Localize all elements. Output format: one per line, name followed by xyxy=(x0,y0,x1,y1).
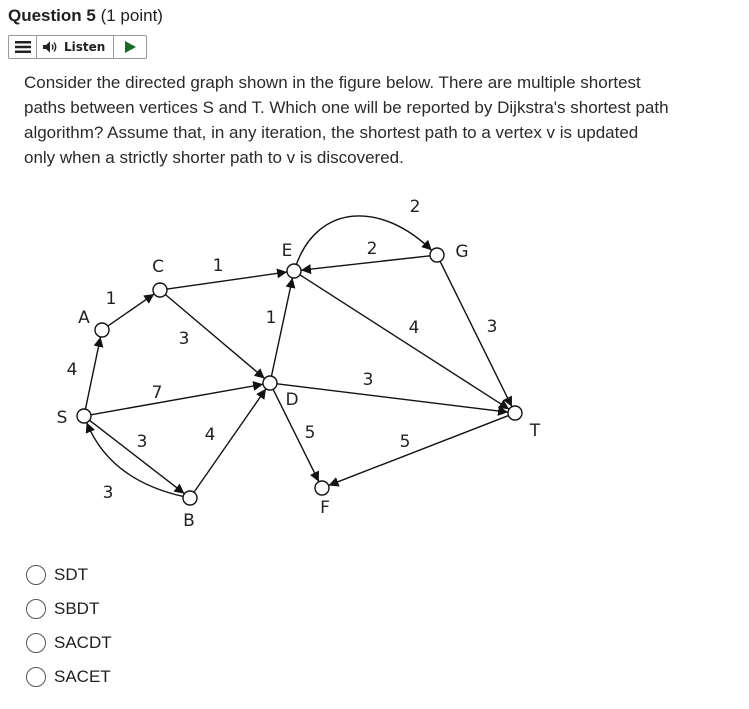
option-sacet[interactable] xyxy=(26,660,112,694)
graph-figure xyxy=(0,190,749,540)
speaker-icon xyxy=(43,41,59,53)
edge-t-f xyxy=(329,416,509,486)
answer-options xyxy=(26,558,112,694)
edge-weight-g-t: 3 xyxy=(486,317,498,337)
edge-weight-e-t: 4 xyxy=(408,318,420,338)
edge-s-d xyxy=(91,384,263,415)
vertex-label-a: A xyxy=(78,308,90,328)
question-text: Consider the directed graph shown in the figure below. There are multiple shortest paths between vertices S and T. Which one will be reported by Dijkstra's shortest path algorithm? Assume that, in any iteration, the shortest path to a vertex v is updated only when a strictly shorter path to v is discovered. xyxy=(24,73,669,167)
edge-e-t xyxy=(300,275,509,409)
edge-weight-c-d: 3 xyxy=(178,329,190,349)
vertex-g xyxy=(430,248,444,262)
edge-b-s xyxy=(87,422,184,496)
vertex-label-e: E xyxy=(281,241,293,261)
edge-weight-e-g: 2 xyxy=(366,239,378,259)
edge-weight-c-e: 1 xyxy=(212,256,224,276)
vertex-label-s: S xyxy=(56,408,68,428)
vertex-label-f: F xyxy=(320,498,330,518)
option-label: SACET xyxy=(54,667,111,686)
radio-button[interactable] xyxy=(26,633,46,653)
edge-weight-s-b: 3 xyxy=(136,432,148,452)
option-sacdt[interactable] xyxy=(26,626,112,660)
edge-g-t xyxy=(440,261,512,406)
edge-weight-b-s: 3 xyxy=(102,483,114,503)
edge-weight-s-d: 7 xyxy=(151,383,163,403)
edge-e-g xyxy=(296,216,431,265)
radio-button[interactable] xyxy=(26,667,46,687)
vertex-s xyxy=(77,409,91,423)
listen-label: Listen xyxy=(64,40,106,54)
edge-weight-b-d: 4 xyxy=(204,425,216,445)
edge-g-e xyxy=(301,256,430,270)
radio-button[interactable] xyxy=(26,565,46,585)
vertex-label-b: B xyxy=(183,511,195,531)
vertex-label-g: G xyxy=(455,242,469,262)
play-icon xyxy=(125,41,136,53)
play-button[interactable] xyxy=(114,36,146,58)
vertex-label-d: D xyxy=(285,390,299,410)
edge-weight-d-t: 3 xyxy=(362,370,374,390)
vertex-b xyxy=(183,491,197,505)
vertex-label-c: C xyxy=(152,257,164,277)
edge-weight-a-c: 1 xyxy=(105,289,117,309)
vertex-a xyxy=(95,323,109,337)
option-sdt[interactable] xyxy=(26,558,112,592)
question-points: (1 point) xyxy=(100,6,163,25)
question-title: Question 5 xyxy=(8,6,96,25)
listen-button[interactable] xyxy=(37,36,114,58)
option-label: SACDT xyxy=(54,633,112,652)
listen-toolbar xyxy=(8,35,147,59)
option-label: SBDT xyxy=(54,599,100,618)
radio-button[interactable] xyxy=(26,599,46,619)
edge-s-a xyxy=(85,337,100,409)
edge-c-e xyxy=(167,272,287,289)
edge-weight-s-a: 4 xyxy=(66,360,78,380)
hamburger-menu-icon xyxy=(15,41,31,53)
vertex-label-t: T xyxy=(529,421,541,441)
edge-d-t xyxy=(277,384,508,412)
vertex-d xyxy=(263,376,277,390)
vertex-c xyxy=(153,283,167,297)
edge-weight-d-e: 1 xyxy=(265,308,277,328)
vertex-e xyxy=(287,264,301,278)
vertex-t xyxy=(508,406,522,420)
edge-weight-d-f: 5 xyxy=(304,423,316,443)
edge-weight-g-e: 2 xyxy=(409,197,421,217)
edge-weight-t-f: 5 xyxy=(399,432,411,452)
option-sbdt[interactable] xyxy=(26,592,112,626)
listen-menu-button[interactable] xyxy=(9,36,37,58)
vertex-f xyxy=(315,481,329,495)
question-header xyxy=(8,6,163,26)
option-label: SDT xyxy=(54,565,88,584)
